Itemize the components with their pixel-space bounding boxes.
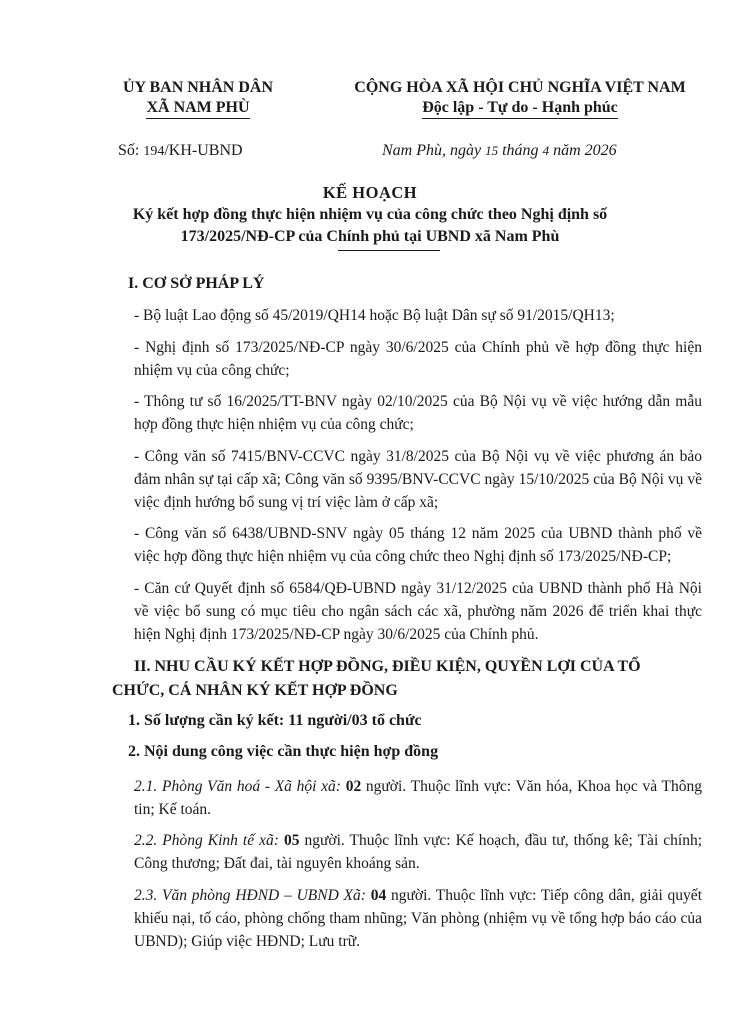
legal-basis-item: - Nghị định số 173/2025/NĐ-CP ngày 30/6/2025 của Chính phủ về hợp đồng thực hiện nhiệm vụ của công chức; [134,339,702,379]
subsection-2-heading: 2. Nội dung công việc cần thực hiện hợp đồng [128,743,439,760]
department-item: 2.2. Phòng Kinh tế xã: 05 người. Thuộc lĩnh vực: Kế hoạch, đầu tư, thống kê; Tài chính; Công thương; Đất đai, tài nguyên khoáng sản. [134,832,703,872]
subsection-1-heading: 1. Số lượng cần ký kết: 11 người/03 tổ chức [128,712,422,729]
legal-basis-item: - Bộ luật Lao động số 45/2019/QH14 hoặc Bộ luật Dân sự số 91/2015/QH13; [134,307,615,324]
national-motto: Độc lập - Tự do - Hạnh phúc [422,98,618,119]
agency-line-1: ỦY BAN NHÂN DÂN [122,79,274,96]
section-1-heading: I. CƠ SỞ PHÁP LÝ [128,275,265,292]
country-name: CỘNG HÒA XÃ HỘI CHỦ NGHĨA VIỆT NAM [354,79,686,96]
date-month: 4 [542,143,550,158]
document-number: Số: 194/KH-UBND [118,142,243,159]
agency-line-2: XÃ NAM PHÙ [146,98,249,119]
title-line-1: KẾ HOẠCH [322,183,418,202]
agency-header [100,78,296,119]
national-header [330,78,710,119]
date-line: Nam Phù, ngày 15 tháng 4 năm 2026 [382,142,617,159]
legal-basis-item: - Công văn số 7415/BNV-CCVC ngày 31/8/2025 của Bộ Nội vụ về việc phương án bảo đảm nhân sự tại cấp xã; Công văn số 9395/BNV-CCVC ngày 15/10/2025 của Bộ Nội vụ về việc định hướng bổ sung vị trí việc làm ở cấp xã; [134,448,702,511]
legal-basis-item: - Căn cứ Quyết định số 6584/QĐ-UBND ngày 31/12/2025 của UBND thành phố Hà Nội về việc bổ sung có mục tiêu cho ngân sách các xã, phường năm 2026 để triển khai thực hiện Nghị định 173/2025/NĐ-CP ngày 30/6/2025 của Chính phủ. [134,580,702,643]
document-title [100,182,640,248]
department-item: 2.1. Phòng Văn hoá - Xã hội xã: 02 người. Thuộc lĩnh vực: Văn hóa, Khoa học và Thông tin; Kế toán. [134,778,702,818]
department-item: 2.3. Văn phòng HĐND – UBND Xã: 04 người. Thuộc lĩnh vực: Tiếp công dân, giải quyết khiếu nại, tố cáo, phòng chống tham nhũng; Văn phòng (nhiệm vụ về tổng hợp báo cáo của UBND); Giúp việc HĐND; Lưu trữ. [134,887,702,950]
legal-basis-item: - Công văn số 6438/UBND-SNV ngày 05 tháng 12 năm 2025 của UBND thành phố về việc hợp đồng thực hiện nhiệm vụ của công chức theo Nghị định số 173/2025/NĐ-CP; [134,525,702,565]
title-underline [338,250,440,251]
date-day: 15 [485,143,499,158]
legal-basis-item: - Thông tư số 16/2025/TT-BNV ngày 02/10/2025 của Bộ Nội vụ về việc hướng dẫn mẫu hợp đồng thực hiện nhiệm vụ của công chức; [134,393,702,433]
document-number-value: 194 [143,144,165,159]
title-line-2: Ký kết hợp đồng thực hiện nhiệm vụ của công chức theo Nghị định số [132,206,608,223]
title-line-3: 173/2025/NĐ-CP của Chính phủ tại UBND xã Nam Phù [180,228,560,245]
section-2-heading: II. NHU CẦU KÝ KẾT HỢP ĐỒNG, ĐIỀU KIỆN, QUYỀN LỢI CỦA TỔ CHỨC, CÁ NHÂN KÝ KẾT HỢP ĐỒNG [112,658,641,699]
